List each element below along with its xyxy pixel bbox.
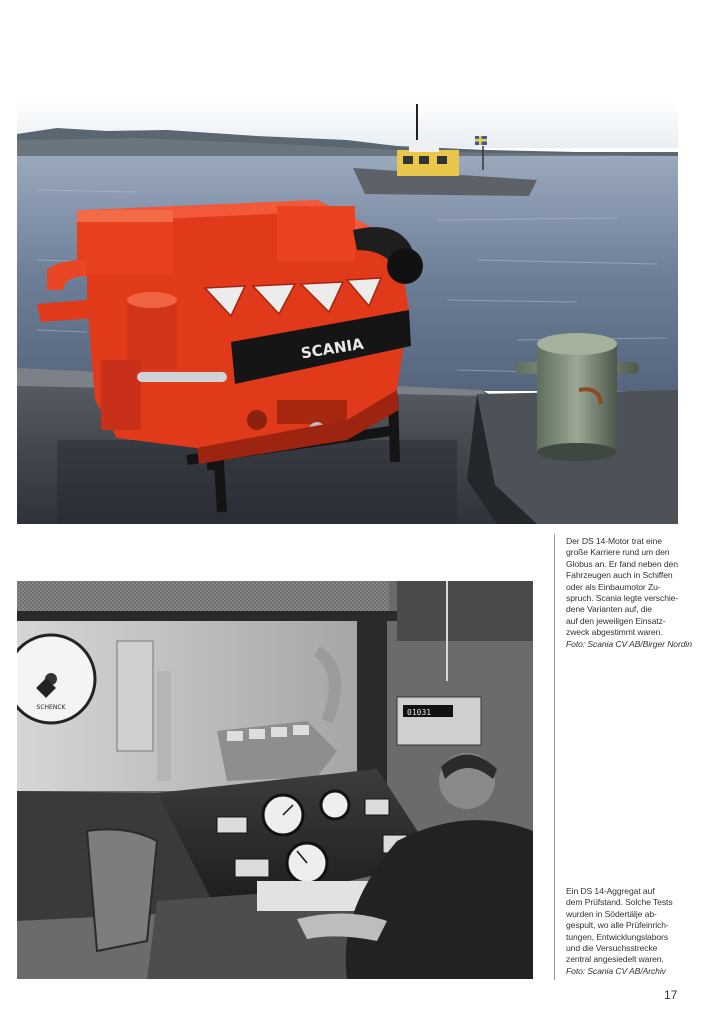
caption-line: auf den jeweiligen Einsatz- [566, 615, 666, 626]
gauge-brand-label: SCHENCK [36, 704, 66, 711]
caption-line: zentral angesiedelt waren. [566, 954, 664, 965]
caption-line: dem Prüfstand. Solche Tests [566, 897, 673, 908]
caption-line: Globus an. Er fand neben den [566, 558, 678, 569]
caption-line: und die Versuchsstrecke [566, 943, 658, 954]
caption-rule-top [554, 534, 555, 652]
caption-line: wurden in Södertälje ab- [566, 908, 657, 919]
caption-line: zweck abgestimmt waren. [566, 627, 663, 638]
caption-line: große Karriere rund um den [566, 547, 670, 558]
engine-brand-label: SCANIA [299, 334, 365, 363]
caption-bottom [566, 886, 701, 977]
caption-line: Ein DS 14-Aggregat auf [566, 886, 655, 896]
page-number: 17 [664, 988, 678, 1002]
caption-line: oder als Einbaumotor Zu- [566, 581, 661, 592]
caption-line: tungen, Entwicklungslabors [566, 931, 669, 942]
caption-line: spruch. Scania legte verschie- [566, 593, 679, 604]
photo-credit: Foto: Scania CV AB/Birger Nordin [566, 638, 692, 649]
caption-line: dene Varianten auf, die [566, 604, 652, 615]
caption-rule-bottom [554, 652, 555, 980]
photo-credit: Foto: Scania CV AB/Archiv [566, 965, 666, 976]
test-bench-photo [17, 581, 533, 979]
engine-quay-photo [17, 100, 678, 524]
caption-line: gespult, wo alle Prüfeinrich- [566, 920, 669, 931]
caption-line: Fahrzeugen auch in Schiffen [566, 570, 673, 581]
caption-top [566, 536, 701, 650]
caption-line: Der DS 14-Motor trat eine [566, 536, 662, 546]
counter-display: 01031 [407, 708, 432, 717]
